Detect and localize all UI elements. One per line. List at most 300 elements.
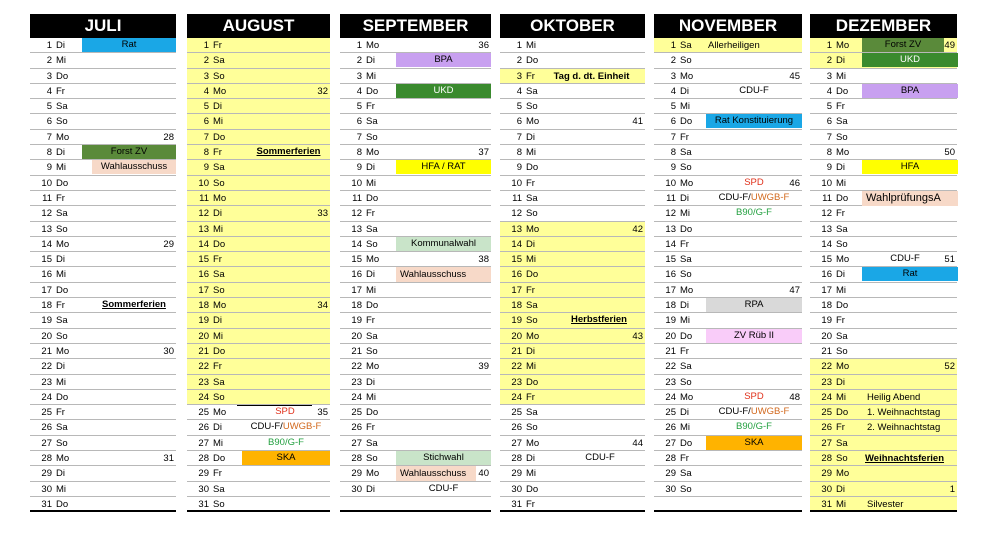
day-number: 16 (511, 269, 522, 281)
day-number: 1 (826, 40, 832, 51)
day-row (810, 252, 957, 267)
weekday: Di (680, 300, 689, 312)
calendar-event: B90/G-F (736, 207, 772, 219)
day-row (340, 375, 491, 390)
weekday: So (366, 345, 378, 357)
weekday: Sa (213, 483, 225, 495)
day-row (30, 145, 176, 160)
day-row (30, 359, 176, 374)
day-row (340, 69, 491, 84)
day-number: 31 (198, 498, 209, 510)
day-number: 22 (511, 361, 522, 373)
day-number: 29 (198, 468, 209, 480)
weekday: Do (836, 85, 849, 97)
day-row (187, 252, 330, 267)
day-number: 2 (203, 55, 209, 67)
weekday: Sa (56, 315, 68, 327)
day-row (340, 99, 491, 114)
day-row (810, 436, 957, 451)
weekday: Mi (56, 483, 67, 495)
day-number: 28 (511, 453, 522, 465)
day-row (340, 176, 491, 191)
day-row (340, 405, 491, 420)
weekday: So (680, 376, 692, 388)
weekday: Do (366, 192, 379, 204)
calendar-event: Silvester (867, 498, 904, 510)
day-number: 14 (821, 238, 832, 250)
day-row (187, 69, 330, 84)
day-row (187, 53, 330, 68)
day-number: 3 (670, 70, 676, 82)
weekday: Fr (526, 391, 535, 403)
week-number: 41 (632, 116, 643, 128)
day-row (30, 390, 176, 405)
weekday: Di (56, 147, 65, 159)
day-number: 7 (46, 131, 52, 143)
day-row (30, 53, 176, 68)
day-row (654, 359, 802, 374)
day-row (810, 482, 957, 497)
week-number: 33 (317, 208, 328, 220)
day-number: 14 (198, 238, 209, 250)
day-row (500, 176, 645, 191)
day-row (654, 267, 802, 282)
day-row (500, 84, 645, 99)
day-number: 26 (511, 422, 522, 434)
weekday: Fr (213, 147, 222, 159)
day-number: 28 (665, 453, 676, 465)
weekday: So (366, 453, 378, 465)
day-row (30, 252, 176, 267)
weekday: Mo (836, 468, 850, 480)
month-header: DEZEMBER (810, 14, 957, 38)
weekday: Mi (366, 391, 377, 403)
week-number: 1 (949, 483, 955, 495)
day-row (30, 436, 176, 451)
day-number: 8 (670, 147, 676, 159)
weekday: Mo (213, 85, 227, 97)
event-text-part: UWGB-F (750, 191, 790, 203)
day-row (187, 329, 330, 344)
calendar-event: CDU-F (428, 482, 459, 494)
day-row (30, 99, 176, 114)
day-row (340, 191, 491, 206)
weekday: Do (56, 70, 69, 82)
day-number: 13 (821, 223, 832, 235)
day-number: 22 (665, 361, 676, 373)
day-number: 18 (511, 300, 522, 312)
day-number: 3 (516, 70, 522, 82)
weekday: Mi (836, 284, 847, 296)
weekday: Mo (366, 361, 380, 373)
day-number: 22 (198, 361, 209, 373)
month-header: JULI (30, 14, 176, 38)
day-number: 14 (511, 238, 522, 250)
day-number: 12 (198, 208, 209, 220)
day-number: 23 (665, 376, 676, 388)
weekday: Do (366, 85, 379, 97)
day-row (810, 84, 957, 99)
weekday: Mo (526, 116, 540, 128)
day-number: 19 (821, 315, 832, 327)
weekday: So (366, 131, 378, 143)
day-row (654, 69, 802, 84)
day-row (654, 191, 802, 206)
day-row (810, 114, 957, 129)
day-row (30, 497, 176, 512)
day-number: 25 (511, 407, 522, 419)
weekday: Mo (56, 131, 70, 143)
day-number: 3 (46, 70, 52, 82)
weekday: Sa (366, 437, 378, 449)
weekday: Sa (213, 376, 225, 388)
day-number: 13 (351, 223, 362, 235)
weekday: Do (526, 269, 539, 281)
weekday: Sa (836, 116, 848, 128)
day-number: 28 (351, 453, 362, 465)
day-number: 26 (351, 422, 362, 434)
day-number: 25 (351, 407, 362, 419)
day-number: 11 (352, 192, 362, 204)
day-number: 1 (203, 40, 209, 51)
day-number: 13 (511, 223, 522, 235)
weekday: Mi (680, 208, 691, 220)
calendar-event (706, 405, 802, 419)
day-row (30, 191, 176, 206)
calendar-event: HFA (862, 160, 958, 174)
day-row (30, 84, 176, 99)
day-number: 6 (203, 116, 209, 128)
weekday: Mo (366, 468, 380, 480)
calendar-event: B90/G-F (268, 436, 304, 448)
weekday: Mi (366, 70, 377, 82)
month-header: OKTOBER (500, 14, 645, 38)
day-number: 22 (821, 361, 832, 373)
weekday: Fr (526, 70, 535, 82)
weekday: Sa (366, 116, 378, 128)
weekday: So (836, 131, 848, 143)
weekday: Do (56, 284, 69, 296)
weekday: Do (213, 453, 226, 465)
day-number: 18 (198, 300, 209, 312)
day-row (30, 420, 176, 435)
day-row (500, 359, 645, 374)
day-number: 18 (821, 300, 832, 312)
weekday: Fr (366, 422, 375, 434)
day-number: 30 (511, 483, 522, 495)
month-november (654, 14, 802, 512)
day-row (187, 436, 330, 451)
calendar-event: SPD (744, 390, 764, 402)
day-row (810, 298, 957, 313)
calendar-event: UKD (862, 53, 958, 67)
day-number: 21 (198, 345, 209, 357)
weekday: Fr (56, 407, 65, 419)
day-row (187, 99, 330, 114)
day-row (810, 69, 957, 84)
day-number: 30 (821, 483, 832, 495)
calendar-event (706, 191, 802, 205)
day-row (187, 145, 330, 160)
weekday: Sa (213, 269, 225, 281)
day-row (654, 298, 802, 313)
day-number: 24 (821, 391, 832, 403)
calendar-event: SPD (275, 406, 295, 418)
day-number: 27 (665, 437, 676, 449)
day-row (654, 375, 802, 390)
weekday: So (836, 238, 848, 250)
day-row (810, 390, 957, 405)
calendar-event: Allerheiligen (708, 40, 760, 51)
day-number: 9 (46, 162, 52, 174)
weekday: Mi (526, 40, 537, 51)
day-row (654, 466, 802, 481)
weekday: Sa (836, 223, 848, 235)
day-number: 20 (665, 330, 676, 342)
day-row (30, 344, 176, 359)
day-number: 7 (516, 131, 522, 143)
weekday: Fr (836, 315, 845, 327)
day-row (340, 359, 491, 374)
day-row (810, 53, 957, 68)
day-row (500, 69, 645, 84)
day-row (187, 267, 330, 282)
day-number: 29 (511, 468, 522, 480)
day-row (30, 482, 176, 497)
day-number: 25 (41, 407, 52, 419)
calendar-event: Forst ZV (862, 38, 944, 52)
day-row (654, 84, 802, 99)
day-row (810, 206, 957, 221)
weekday: So (836, 345, 848, 357)
day-number: 6 (670, 116, 676, 128)
day-number: 12 (351, 208, 362, 220)
weekday: Mi (836, 498, 847, 510)
weekday: Mi (526, 254, 537, 266)
calendar-event: Heilig Abend (867, 391, 921, 403)
day-number: 26 (198, 422, 209, 434)
weekday: Mo (366, 147, 380, 159)
day-row (187, 191, 330, 206)
day-number: 27 (511, 437, 522, 449)
day-row (654, 405, 802, 420)
day-number: 31 (821, 498, 832, 510)
event-text-part: UWGB-F (750, 406, 790, 418)
weekday: Fr (213, 468, 222, 480)
day-number: 15 (351, 254, 362, 266)
weekday: Do (56, 177, 69, 189)
weekday: Do (680, 223, 693, 235)
weekday: So (56, 330, 68, 342)
day-number: 23 (41, 376, 52, 388)
weekday: Mo (366, 254, 380, 266)
day-row (810, 405, 957, 420)
weekday: Sa (366, 330, 378, 342)
empty-row (654, 497, 802, 512)
weekday: Do (213, 345, 226, 357)
weekday: Di (526, 131, 535, 143)
day-number: 2 (356, 55, 362, 67)
day-number: 17 (351, 284, 362, 296)
day-number: 14 (41, 238, 52, 250)
calendar-event: 2. Weihnachtstag (867, 422, 941, 434)
day-number: 17 (821, 284, 832, 296)
day-row (340, 114, 491, 129)
day-number: 5 (203, 101, 209, 113)
calendar-event: CDU-F (739, 84, 769, 96)
week-number: 37 (478, 147, 489, 159)
weekday: So (56, 116, 68, 128)
day-row (500, 237, 645, 252)
day-number: 2 (826, 55, 832, 67)
calendar-event: WahlprüfungsA (862, 191, 958, 206)
calendar-event: Tag d. dt. Einheit (553, 70, 630, 82)
weekday: Fr (56, 85, 65, 97)
calendar-event: HFA / RAT (396, 160, 491, 174)
week-number: 52 (944, 361, 955, 373)
weekday: Di (680, 407, 689, 419)
day-number: 17 (511, 284, 522, 296)
month-juli (30, 14, 176, 512)
day-number: 11 (42, 192, 52, 204)
day-number: 9 (670, 162, 676, 174)
day-number: 10 (511, 177, 522, 189)
day-number: 27 (198, 437, 209, 449)
month-august (187, 14, 330, 512)
event-text-part: CDU-F/ (718, 191, 751, 203)
day-number: 2 (670, 55, 676, 67)
day-row (500, 390, 645, 405)
day-row (654, 206, 802, 221)
day-row (810, 497, 957, 512)
weekday: Di (836, 162, 845, 174)
day-row (340, 38, 491, 53)
weekday: Di (213, 101, 222, 113)
day-number: 30 (41, 483, 52, 495)
weekday: So (213, 498, 225, 510)
week-number: 34 (317, 300, 328, 312)
week-number: 30 (163, 345, 174, 357)
day-row (500, 283, 645, 298)
day-number: 3 (203, 70, 209, 82)
weekday: So (680, 55, 692, 67)
day-number: 16 (665, 269, 676, 281)
day-number: 10 (665, 177, 676, 189)
weekday: Mi (836, 70, 847, 82)
weekday: Sa (680, 361, 692, 373)
day-row (654, 99, 802, 114)
day-row (187, 482, 330, 497)
day-row (340, 222, 491, 237)
calendar-event: Herbstferien (571, 314, 627, 326)
weekday: Fr (366, 208, 375, 220)
weekday: Mi (213, 116, 224, 128)
day-number: 4 (826, 85, 832, 97)
weekday: Mo (526, 437, 540, 449)
day-row (30, 451, 176, 466)
day-row (340, 145, 491, 160)
day-number: 18 (41, 300, 52, 312)
day-row (187, 390, 330, 405)
weekday: Do (56, 391, 69, 403)
day-number: 31 (41, 498, 52, 510)
weekday: Mi (680, 422, 691, 434)
weekday: Di (213, 315, 222, 327)
weekday: Mo (213, 407, 227, 419)
weekday: Di (526, 238, 535, 250)
calendar-event: Sommerferien (102, 299, 166, 311)
weekday: Fr (213, 40, 222, 51)
day-number: 4 (46, 85, 52, 97)
day-row (30, 298, 176, 313)
day-row (187, 206, 330, 221)
weekday: So (213, 70, 225, 82)
empty-row (340, 497, 491, 512)
day-row (500, 451, 645, 466)
day-number: 9 (516, 162, 522, 174)
day-row (654, 390, 802, 405)
week-number: 39 (478, 361, 489, 373)
day-row (500, 99, 645, 114)
weekday: Mo (213, 192, 227, 204)
day-row (340, 390, 491, 405)
day-row (500, 298, 645, 313)
day-number: 20 (821, 330, 832, 342)
calendar-event: 1. Weihnachtstag (867, 407, 941, 419)
day-number: 6 (46, 116, 52, 128)
day-number: 11 (666, 192, 676, 204)
day-number: 25 (821, 407, 832, 419)
weekday: Di (526, 453, 535, 465)
day-number: 15 (821, 254, 832, 266)
calendar-event: Rat (862, 267, 958, 281)
day-row (654, 114, 802, 129)
day-row (810, 237, 957, 252)
day-number: 17 (665, 284, 676, 296)
day-number: 27 (41, 437, 52, 449)
day-number: 25 (198, 407, 209, 419)
day-row (30, 160, 176, 175)
day-row (500, 405, 645, 420)
day-number: 12 (665, 208, 676, 220)
day-number: 19 (198, 315, 209, 327)
weekday: Mo (526, 223, 540, 235)
day-number: 25 (665, 407, 676, 419)
weekday: Mi (213, 437, 224, 449)
weekday: Sa (213, 162, 225, 174)
week-number: 47 (789, 284, 800, 296)
week-number: 48 (789, 391, 800, 403)
weekday: Fr (836, 422, 845, 434)
day-row (187, 497, 330, 512)
day-row (340, 313, 491, 328)
day-row (340, 252, 491, 267)
day-row (187, 405, 330, 420)
day-number: 5 (516, 101, 522, 113)
day-row (654, 329, 802, 344)
event-text-part: UWGB-F (282, 421, 322, 433)
weekday: Fr (680, 453, 689, 465)
weekday: Do (526, 483, 539, 495)
weekday: Di (366, 55, 375, 67)
day-number: 20 (351, 330, 362, 342)
month-dezember (810, 14, 957, 512)
weekday: So (56, 223, 68, 235)
day-row (810, 313, 957, 328)
day-row (187, 160, 330, 175)
day-row (340, 53, 491, 68)
day-row (340, 206, 491, 221)
